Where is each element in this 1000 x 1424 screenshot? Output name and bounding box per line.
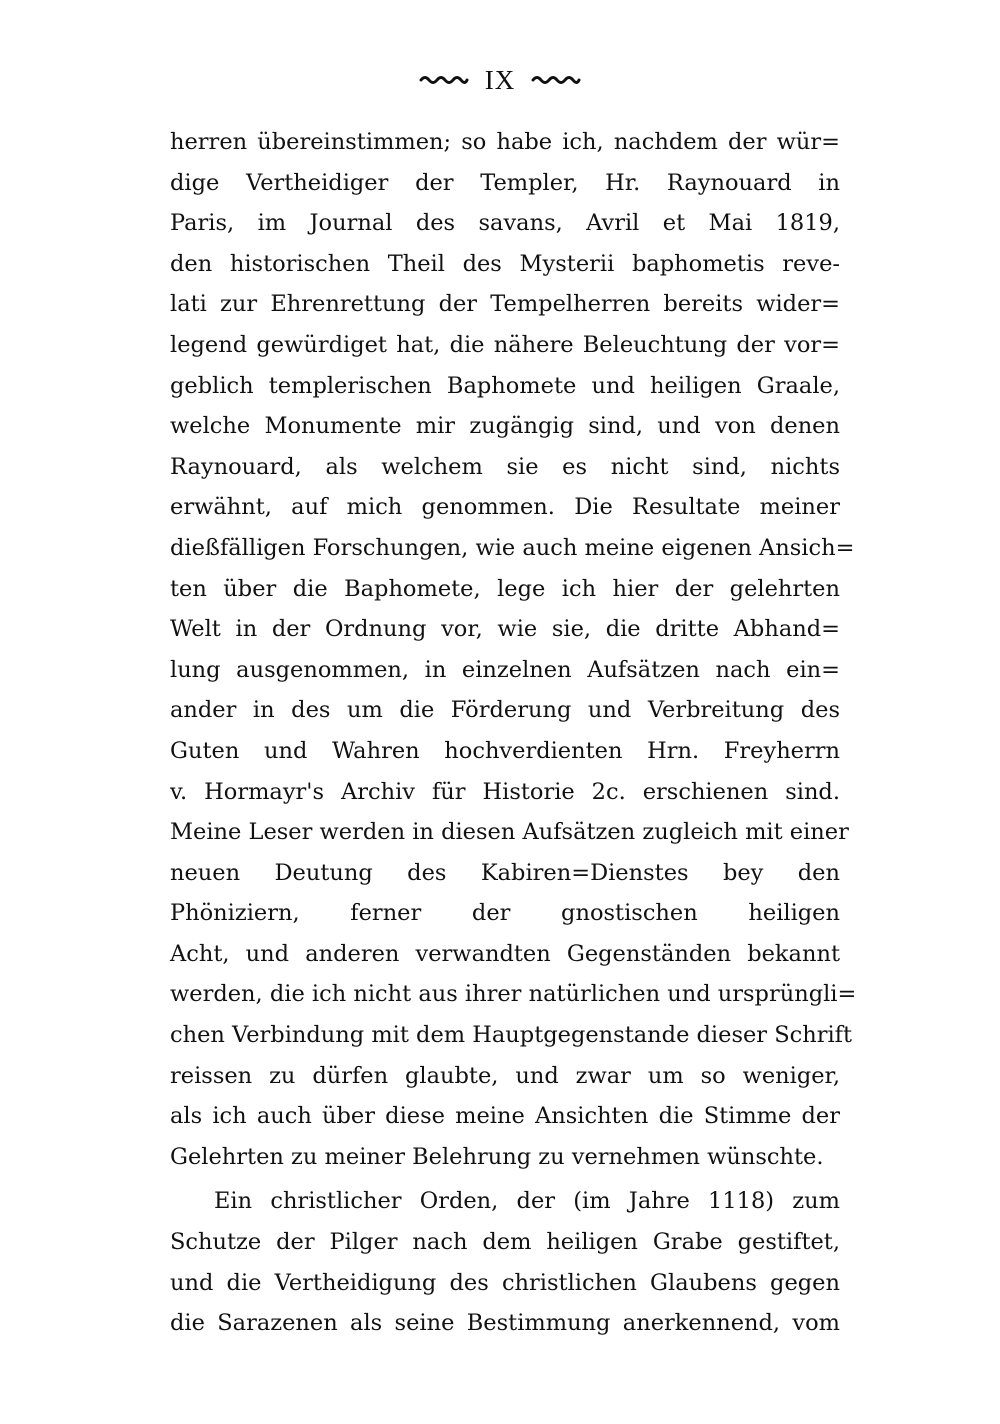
- text-line: die Sarazenen als seine Bestimmung anerkennend, vom: [170, 1310, 840, 1337]
- text-line: reissen zu dürfen glaubte, und zwar um so weniger,: [170, 1062, 840, 1089]
- text-line: Paris, im Journal des savans, Avril et Mai 1819,: [170, 210, 840, 237]
- text-line: Gelehrten zu meiner Belehrung zu vernehmen wünschte.: [170, 1143, 824, 1170]
- text-line: lung ausgenommen, in einzelnen Aufsätzen nach ein=: [170, 656, 840, 683]
- text-line: erwähnt, auf mich genommen. Die Resultate meiner: [170, 494, 840, 521]
- text-line: Phöniziern, ferner der gnostischen heiligen: [170, 900, 840, 927]
- body-text: [170, 122, 857, 1344]
- right-ornament-icon: [531, 73, 581, 87]
- text-line: als ich auch über diese meine Ansichten die Stimme der: [170, 1103, 840, 1130]
- text-line: dige Vertheidiger der Templer, Hr. Raynouard in: [170, 169, 840, 196]
- text-line: Raynouard, als welchem sie es nicht sind, nichts: [170, 453, 840, 480]
- text-line: den historischen Theil des Mysterii baphometis reve-: [170, 250, 840, 277]
- text-line: Schutze der Pilger nach dem heiligen Grabe gestiftet,: [170, 1229, 840, 1256]
- text-line: neuen Deutung des Kabiren=Dienstes bey den: [170, 859, 840, 886]
- text-line: ten über die Baphomete, lege ich hier der gelehrten: [170, 575, 840, 602]
- text-line: werden, die ich nicht aus ihrer natürlichen und ursprüngli=: [170, 981, 857, 1008]
- text-line: chen Verbindung mit dem Hauptgegenstande dieser Schrift: [170, 1022, 853, 1049]
- page-number: IX: [484, 64, 516, 95]
- text-line: herren übereinstimmen; so habe ich, nachdem der wür=: [170, 129, 840, 155]
- text-line: Ein christlicher Orden, der (im Jahre 1118) zum: [214, 1188, 840, 1215]
- text-line: legend gewürdiget hat, die nähere Beleuchtung der vor=: [170, 331, 840, 358]
- text-line: welche Monumente mir zugängig sind, und von denen: [170, 413, 840, 440]
- paragraph-1: [170, 122, 857, 1177]
- text-line: geblich templerischen Baphomete und heiligen Graale,: [170, 372, 840, 399]
- page-header: [0, 58, 1000, 102]
- paragraph-2: [170, 1181, 840, 1343]
- text-line: v. Hormayr's Archiv für Historie 2c. erschienen sind.: [170, 778, 840, 805]
- text-line: lati zur Ehrenrettung der Tempelherren bereits wider=: [170, 291, 840, 318]
- text-line: und die Vertheidigung des christlichen Glaubens gegen: [170, 1269, 840, 1296]
- text-line: Welt in der Ordnung vor, wie sie, die dritte Abhand=: [170, 616, 840, 643]
- text-line: Guten und Wahren hochverdienten Hrn. Freyherrn: [170, 737, 840, 764]
- text-line: dießfälligen Forschungen, wie auch meine eigenen Ansich=: [170, 534, 855, 561]
- text-line: ander in des um die Förderung und Verbreitung des: [170, 697, 840, 724]
- text-line: Meine Leser werden in diesen Aufsätzen zugleich mit einer: [170, 819, 849, 846]
- text-line: Acht, und anderen verwandten Gegenständen bekannt: [170, 940, 840, 967]
- left-ornament-icon: [419, 73, 469, 87]
